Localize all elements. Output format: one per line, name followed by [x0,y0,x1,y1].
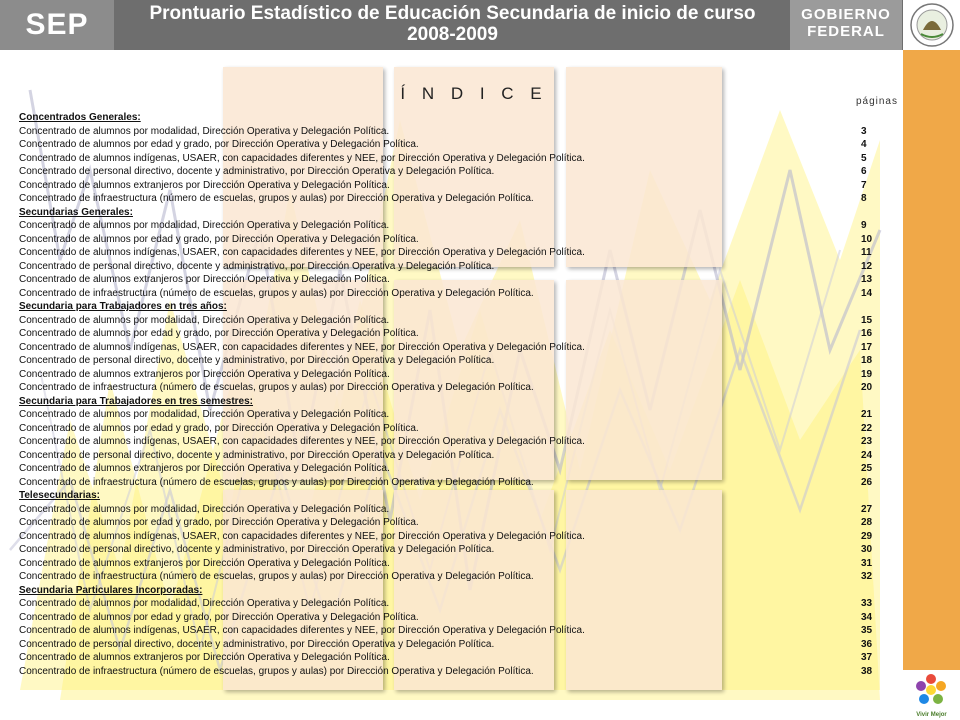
index-entry-page: 11 [861,247,872,258]
pages-column-label: páginas [855,96,898,107]
vivir-mejor-flower-icon [903,670,960,710]
index-entry-page: 37 [861,652,873,663]
index-entry[interactable] [19,354,881,368]
index-entry-text: Concentrado de alumnos por modalidad, Dirección Operativa y Delegación Política. [19,598,390,609]
index-entry-text: Concentrado de alumnos por edad y grado, por Dirección Operativa y Delegación Política. [19,139,419,150]
index-entry[interactable] [19,219,881,233]
index-entry[interactable] [19,138,881,152]
index-entry-text: Concentrado de alumnos indígenas, USAER, con capacidades diferentes y NEE, por Dirección Operativa y Delegación Política. [19,247,585,258]
vivir-mejor-text: Vivir Mejor [916,712,947,718]
index-entry[interactable] [19,233,881,247]
index-entry-text: Concentrado de alumnos indígenas, USAER, con capacidades diferentes y NEE, por Dirección Operativa y Delegación Política. [19,625,585,636]
gob-line-1: GOBIERNO [801,6,891,23]
section-title: Telesecundarias: [19,490,100,501]
index-entry-text: Concentrado de alumnos extranjeros por Dirección Operativa y Delegación Política. [19,274,390,285]
index-entry[interactable] [19,665,881,679]
index-entry-page: 27 [861,503,873,515]
index-entry[interactable] [19,408,881,422]
index-entry-text: Concentrado de personal directivo, docente y administrativo, por Dirección Operativa y Delegación Política. [19,166,495,177]
index-entry-text: Concentrado de personal directivo, docente y administrativo, por Dirección Operativa y Delegación Política. [19,544,495,555]
index-entry-text: Concentrado de personal directivo, docente y administrativo, por Dirección Operativa y Delegación Política. [19,355,495,366]
index-entry-text: Concentrado de alumnos indígenas, USAER, con capacidades diferentes y NEE, por Dirección Operativa y Delegación Política. [19,341,585,353]
index-entry[interactable] [19,179,881,193]
index-entry-text: Concentrado de infraestructura (número de escuelas, grupos y aulas) por Dirección Operativa y Delegación Política. [19,665,534,677]
index-entry-text: Concentrado de personal directivo, docente y administrativo, por Dirección Operativa y Delegación Política. [19,260,495,272]
index-entry-page: 38 [861,665,873,677]
index-entry-page: 29 [861,530,873,542]
index-entry-page: 28 [861,517,873,528]
index-entry-page: 31 [861,557,873,569]
index-entry-page: 6 [861,166,867,177]
index-entry[interactable] [19,314,881,328]
index-entry[interactable] [19,260,881,274]
index-entry-text: Concentrado de alumnos por edad y grado, por Dirección Operativa y Delegación Política. [19,611,419,623]
index-entry[interactable] [19,327,881,341]
index-entry-text: Concentrado de infraestructura (número de escuelas, grupos y aulas) por Dirección Operativa y Delegación Política. [19,571,534,582]
index-entry-text: Concentrado de personal directivo, docente y administrativo, por Dirección Operativa y Delegación Política. [19,449,495,461]
index-entry[interactable] [19,651,881,665]
section-title: Secundaria Particulares Incorporadas: [19,584,203,596]
sep-logo: SEP [0,0,114,50]
index-entry-text: Concentrado de alumnos por edad y grado, por Dirección Operativa y Delegación Política. [19,422,419,434]
index-entry[interactable] [19,516,881,530]
index-list [19,111,881,678]
index-entry-text: Concentrado de infraestructura (número de escuelas, grupos y aulas) por Dirección Operativa y Delegación Política. [19,382,534,393]
index-entry[interactable] [19,570,881,584]
index-entry[interactable] [19,165,881,179]
index-entry-page: 12 [861,260,873,272]
index-entry-text: Concentrado de infraestructura (número de escuelas, grupos y aulas) por Dirección Operativa y Delegación Política. [19,287,534,299]
index-entry[interactable] [19,462,881,476]
index-entry[interactable] [19,503,881,517]
section-title: Secundaria para Trabajadores en tres años: [19,301,227,312]
index-entry-page: 4 [861,139,867,150]
index-entry-page: 30 [861,544,873,555]
index-entry-page: 17 [861,341,873,353]
index-entry-text: Concentrado de alumnos por edad y grado, por Dirección Operativa y Delegación Política. [19,517,419,528]
index-entry[interactable] [19,543,881,557]
title-line-2: 2008-2009 [407,24,498,45]
index-entry-text: Concentrado de alumnos por edad y grado, por Dirección Operativa y Delegación Política. [19,233,419,245]
index-entry-page: 23 [861,436,873,447]
index-entry[interactable] [19,273,881,287]
vivir-mejor-logo [903,670,960,720]
index-entry[interactable] [19,449,881,463]
index-entry[interactable] [19,530,881,544]
index-entry-page: 34 [861,611,873,623]
mexico-seal-icon [903,0,960,50]
index-entry[interactable] [19,192,881,206]
index-entry-page: 20 [861,382,873,393]
index-entry[interactable] [19,422,881,436]
accent-side-bar [903,50,960,670]
gobierno-federal-logo [790,0,902,50]
index-entry-page: 32 [861,571,873,582]
index-entry[interactable] [19,287,881,301]
index-entry-page: 21 [861,409,873,420]
index-entry[interactable] [19,638,881,652]
index-entry-page: 13 [861,274,873,285]
index-entry-page: 8 [861,193,867,204]
index-entry[interactable] [19,381,881,395]
index-heading: Í N D I C E [400,84,548,103]
title-line-1: Prontuario Estadístico de Educación Secundaria de inicio de curso [149,3,756,24]
index-entry-text: Concentrado de alumnos extranjeros por Dirección Operativa y Delegación Política. [19,463,390,474]
index-entry-text: Concentrado de alumnos por modalidad, Dirección Operativa y Delegación Política. [19,314,390,326]
index-entry-text: Concentrado de alumnos indígenas, USAER, con capacidades diferentes y NEE, por Dirección Operativa y Delegación Política. [19,152,585,164]
index-entry-page: 35 [861,625,873,636]
index-entry-page: 16 [861,328,873,339]
section-title: Secundarias Generales: [19,206,133,218]
index-entry-page: 7 [861,179,867,191]
index-entry[interactable] [19,152,881,166]
index-entry-page: 14 [861,287,873,299]
index-entry[interactable] [19,611,881,625]
index-entry-text: Concentrado de personal directivo, docente y administrativo, por Dirección Operativa y Delegación Política. [19,638,495,650]
index-entry-page: 15 [861,314,873,326]
index-entry-page: 10 [861,233,873,245]
index-entry[interactable] [19,246,881,260]
index-entry[interactable] [19,597,881,611]
index-entry-text: Concentrado de alumnos extranjeros por Dirección Operativa y Delegación Política. [19,652,390,663]
section-title: Secundaria para Trabajadores en tres semestres: [19,395,254,407]
index-entry-page: 5 [861,152,867,164]
gob-line-2: FEDERAL [807,23,885,40]
index-entry-page: 25 [861,463,873,474]
index-entry-page: 33 [861,598,873,609]
index-entry-text: Concentrado de alumnos por edad y grado, por Dirección Operativa y Delegación Política. [19,328,419,339]
index-entry-text: Concentrado de infraestructura (número de escuelas, grupos y aulas) por Dirección Operativa y Delegación Política. [19,476,534,488]
index-entry-text: Concentrado de infraestructura (número de escuelas, grupos y aulas) por Dirección Operativa y Delegación Política. [19,193,534,204]
index-entry-page: 3 [861,125,867,137]
index-entry-text: Concentrado de alumnos indígenas, USAER, con capacidades diferentes y NEE, por Dirección Operativa y Delegación Política. [19,530,585,542]
index-entry-page: 9 [861,220,867,231]
index-entry-text: Concentrado de alumnos extranjeros por Dirección Operativa y Delegación Política. [19,368,390,380]
index-entry-text: Concentrado de alumnos por modalidad, Dirección Operativa y Delegación Política. [19,125,390,137]
index-entry[interactable] [19,624,881,638]
index-entry[interactable] [19,368,881,382]
index-entry-text: Concentrado de alumnos extranjeros por Dirección Operativa y Delegación Política. [19,557,390,569]
header-bar [0,0,960,50]
index-entry-page: 19 [861,368,873,380]
index-entry-text: Concentrado de alumnos por modalidad, Dirección Operativa y Delegación Política. [19,503,390,515]
index-entry-page: 24 [861,449,873,461]
index-entry-page: 36 [861,638,873,650]
index-entry-page: 26 [861,476,873,488]
index-entry[interactable] [19,341,881,355]
page-title [120,3,785,45]
section-title: Concentrados Generales: [19,112,141,123]
index-entry-page: 22 [861,422,873,434]
index-entry[interactable] [19,435,881,449]
index-entry[interactable] [19,125,881,139]
index-entry[interactable] [19,557,881,571]
index-entry-text: Concentrado de alumnos por modalidad, Dirección Operativa y Delegación Política. [19,220,390,231]
index-entry-text: Concentrado de alumnos indígenas, USAER, con capacidades diferentes y NEE, por Dirección Operativa y Delegación Política. [19,436,585,447]
index-entry-page: 18 [861,355,873,366]
index-entry-text: Concentrado de alumnos por modalidad, Dirección Operativa y Delegación Política. [19,409,390,420]
index-entry[interactable] [19,476,881,490]
index-entry-text: Concentrado de alumnos extranjeros por Dirección Operativa y Delegación Política. [19,179,390,191]
